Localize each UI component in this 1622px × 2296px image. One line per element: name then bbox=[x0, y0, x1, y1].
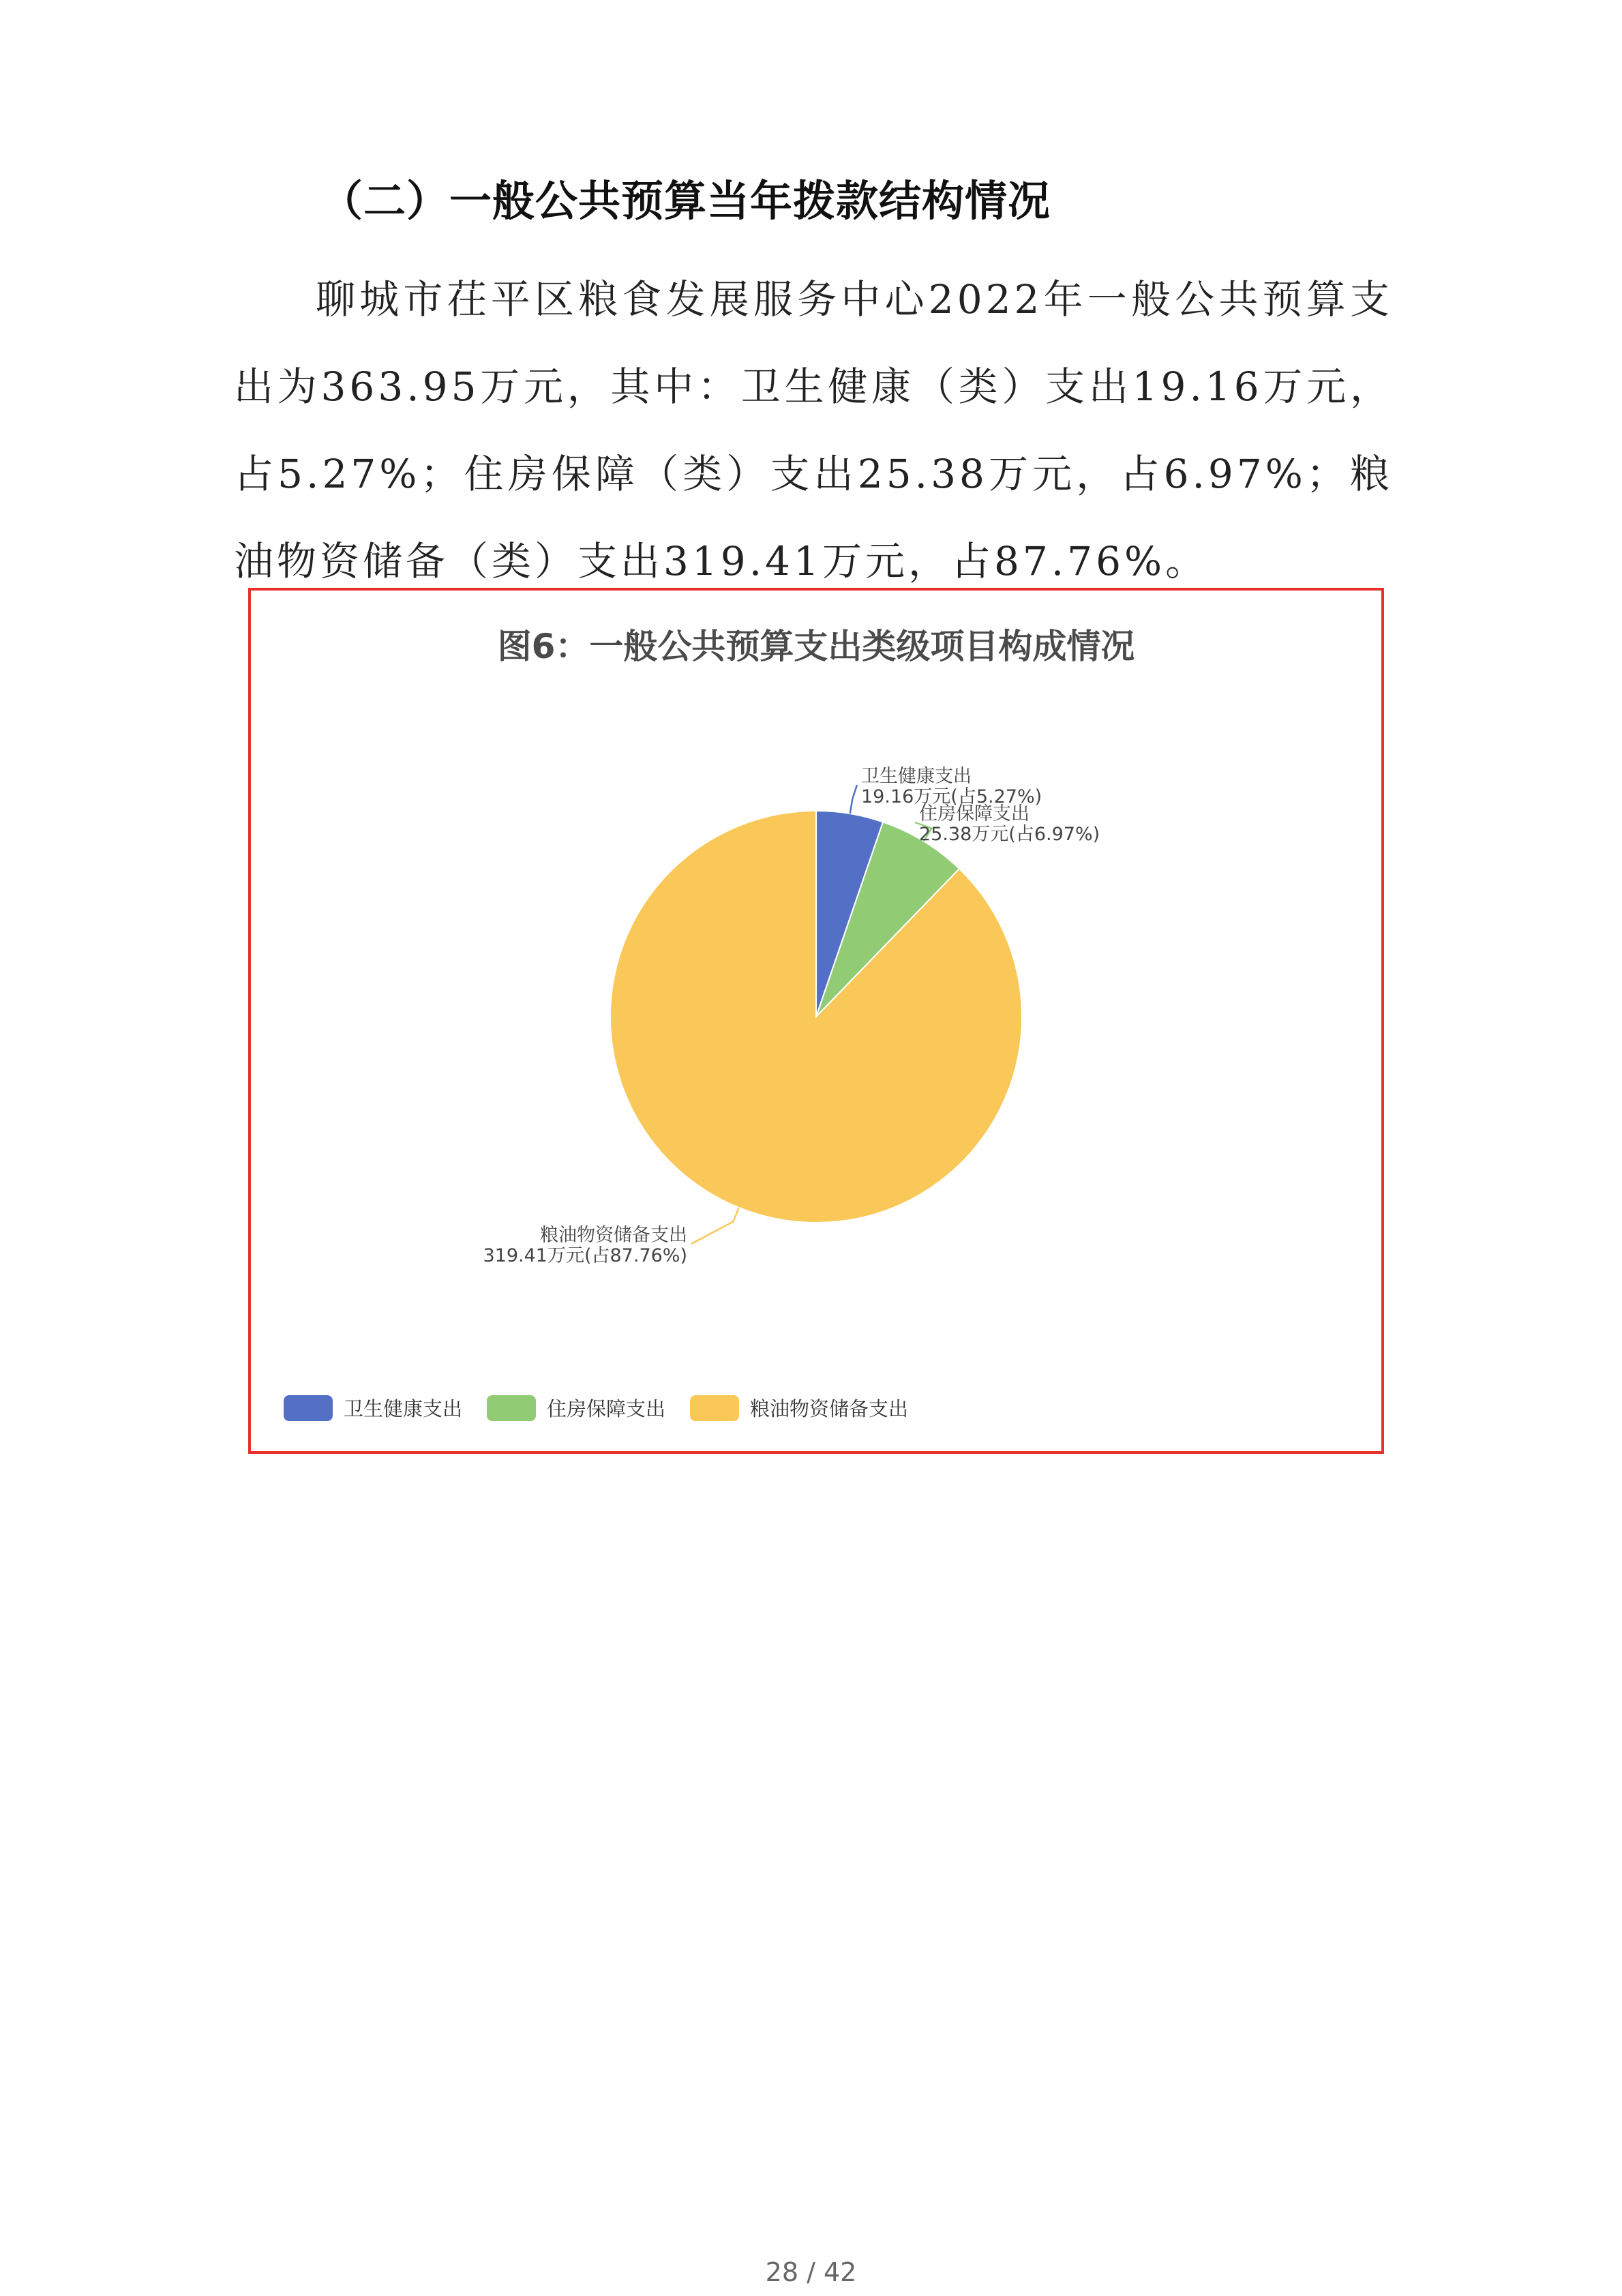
leader-line-grain bbox=[691, 1208, 739, 1244]
slice-label-value-grain: 319.41万元(占87.76%) bbox=[483, 1245, 687, 1266]
pie-chart bbox=[251, 591, 1381, 1451]
slice-label-value-health: 19.16万元(占5.27%) bbox=[861, 786, 1042, 807]
legend-item-health[interactable] bbox=[284, 1394, 462, 1422]
slice-label-name-grain: 粮油物资储备支出 bbox=[540, 1225, 687, 1246]
legend-swatch-health bbox=[284, 1395, 333, 1421]
chart-legend bbox=[284, 1394, 908, 1422]
legend-label-grain: 粮油物资储备支出 bbox=[750, 1397, 909, 1420]
legend-swatch-grain bbox=[690, 1395, 739, 1421]
slice-label-value-housing: 25.38万元(占6.97%) bbox=[919, 824, 1100, 845]
page-number: 28 / 42 bbox=[765, 2257, 857, 2287]
legend-swatch-housing bbox=[487, 1395, 536, 1421]
pie-slice-grain[interactable] bbox=[610, 811, 1022, 1223]
slice-label-name-housing: 住房保障支出 bbox=[919, 803, 1030, 824]
section-heading: （二）一般公共预算当年拨款结构情况 bbox=[320, 176, 1051, 226]
legend-label-housing: 住房保障支出 bbox=[547, 1397, 666, 1420]
body-paragraph: 聊城市茌平区粮食发展服务中心2022年一般公共预算支出为363.95万元，其中：卫生健康（类）支出19.16万元，占5.27%；住房保障（类）支出25.38万元，占6.97%；粮油物资储备（类）支出319.41万元，占87.76%。 bbox=[234, 276, 1393, 584]
legend-label-health: 卫生健康支出 bbox=[344, 1397, 463, 1420]
chart-title: 图6：一般公共预算支出类级项目构成情况 bbox=[497, 627, 1135, 666]
leader-line-health bbox=[850, 785, 857, 814]
slice-label-name-health: 卫生健康支出 bbox=[861, 766, 972, 787]
chart-frame bbox=[248, 588, 1384, 1454]
legend-item-grain[interactable] bbox=[690, 1394, 908, 1422]
legend-item-housing[interactable] bbox=[487, 1394, 665, 1422]
